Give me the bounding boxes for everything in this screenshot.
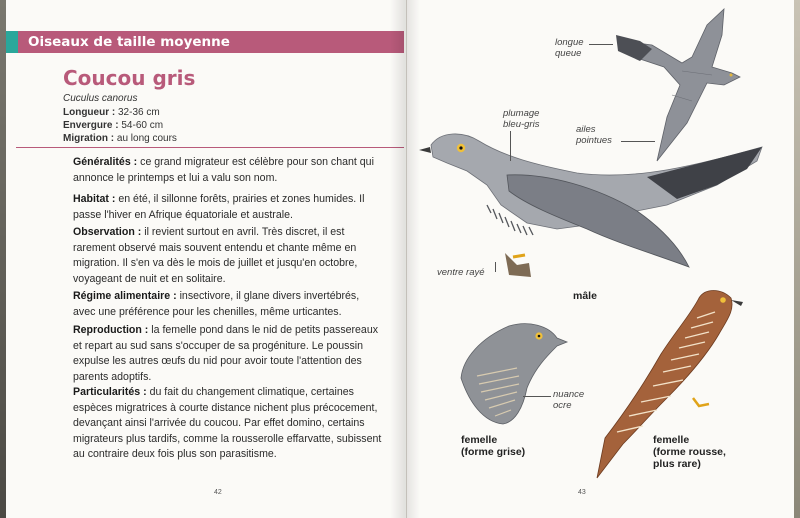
label-plumage bbox=[503, 108, 539, 130]
paragraph-label: Observation : bbox=[73, 226, 142, 238]
caption-line: femelle bbox=[653, 434, 690, 446]
leader-plumage bbox=[510, 131, 511, 161]
label-ventre-raye: ventre rayé bbox=[437, 267, 485, 278]
paragraph-label: Habitat : bbox=[73, 193, 116, 205]
label-line: bleu-gris bbox=[503, 119, 540, 130]
label-line: ailes bbox=[576, 124, 596, 135]
wingspan-label: Envergure : bbox=[63, 120, 119, 131]
label-line: nuance bbox=[553, 389, 585, 400]
label-line: queue bbox=[555, 48, 582, 59]
right-page bbox=[407, 0, 794, 518]
page-number-right: 43 bbox=[578, 489, 586, 496]
divider-rule bbox=[16, 147, 404, 148]
caption-female-rufous bbox=[653, 434, 726, 470]
paragraph-text: du fait du changement climatique, certaines espèces migratrices à courte distance nichent plus précocement, devançant ainsi l'arrivée du coucou. Par effet domino, certains migrateurs plus tardifs, comme la rousserolle effarvatte, subissent au contraire deux fois plus son parasitisme. bbox=[73, 386, 382, 460]
book-edge-right bbox=[794, 0, 800, 518]
caption-line: plus rare) bbox=[653, 458, 701, 470]
paragraph-regime bbox=[73, 289, 383, 320]
section-tab bbox=[6, 31, 18, 53]
caption-line: femelle bbox=[461, 434, 498, 446]
paragraph-label: Reproduction : bbox=[73, 324, 149, 336]
paragraph-label: Régime alimentaire : bbox=[73, 290, 177, 302]
leader-nuance bbox=[523, 396, 551, 397]
label-line: ocre bbox=[553, 400, 572, 411]
male-cuckoo-illustration bbox=[417, 125, 767, 290]
paragraph-text: il revient surtout en avril. Très discret, il est rarement observé mais souvent entendu et chante même en migration. Il s'en va dès le mois de juillet et jusqu'en octobre, voyageant de nuit et en solitaire. bbox=[73, 226, 358, 285]
paragraph-text: insectivore, il glane divers invertébrés, avec une préférence pour les chenilles, même urticantes. bbox=[73, 290, 360, 318]
latin-name: Cuculus canorus bbox=[63, 93, 138, 104]
label-longue-queue bbox=[555, 37, 584, 59]
migration-label: Migration : bbox=[63, 133, 115, 144]
label-line: longue bbox=[555, 37, 584, 48]
wingspan-row bbox=[63, 120, 163, 131]
paragraph-habitat bbox=[73, 192, 383, 223]
caption-line: (forme grise) bbox=[461, 446, 526, 458]
length-label: Longueur : bbox=[63, 107, 116, 118]
migration-row bbox=[63, 133, 177, 144]
label-nuance-ocre bbox=[553, 389, 584, 411]
label-ailes-pointues bbox=[576, 124, 612, 146]
left-page bbox=[6, 0, 407, 518]
leader-longue-queue bbox=[589, 44, 613, 45]
page-number-left: 42 bbox=[214, 489, 222, 496]
paragraph-label: Particularités : bbox=[73, 386, 147, 398]
leader-ventre bbox=[495, 262, 496, 272]
paragraph-label: Généralités : bbox=[73, 156, 138, 168]
caption-line: (forme rousse, bbox=[653, 446, 726, 458]
species-name: Coucou gris bbox=[63, 66, 196, 90]
paragraph-generalites bbox=[73, 155, 383, 186]
caption-male: mâle bbox=[573, 290, 597, 302]
female-grey-head-illustration bbox=[457, 318, 572, 428]
leader-ailes bbox=[621, 141, 655, 142]
section-header: Oiseaux de taille moyenne bbox=[18, 31, 404, 53]
paragraph-text: la femelle pond dans le nid de petits passereaux et repart au sud sans s'occuper de sa progéniture. Le poussin expulse les autres œufs du nid pour avoir toute l'attention des parents adoptifs. bbox=[73, 324, 379, 383]
paragraph-particularites bbox=[73, 385, 383, 463]
label-line: plumage bbox=[503, 108, 540, 119]
length-value: 32-36 cm bbox=[118, 107, 160, 118]
length-row bbox=[63, 107, 160, 118]
wingspan-value: 54-60 cm bbox=[121, 120, 164, 131]
label-line: pointues bbox=[576, 135, 612, 146]
paragraph-text: en été, il sillonne forêts, prairies et zones humides. Il passe l'hiver en Afrique équatoriale et australe. bbox=[73, 193, 365, 221]
caption-female-grey bbox=[461, 434, 525, 458]
paragraph-reproduction bbox=[73, 323, 383, 385]
paragraph-text: ce grand migrateur est célèbre pour son chant qui annonce le printemps et lui a valu son nom. bbox=[73, 156, 374, 184]
migration-value: au long cours bbox=[116, 133, 177, 144]
paragraph-observation bbox=[73, 225, 383, 287]
